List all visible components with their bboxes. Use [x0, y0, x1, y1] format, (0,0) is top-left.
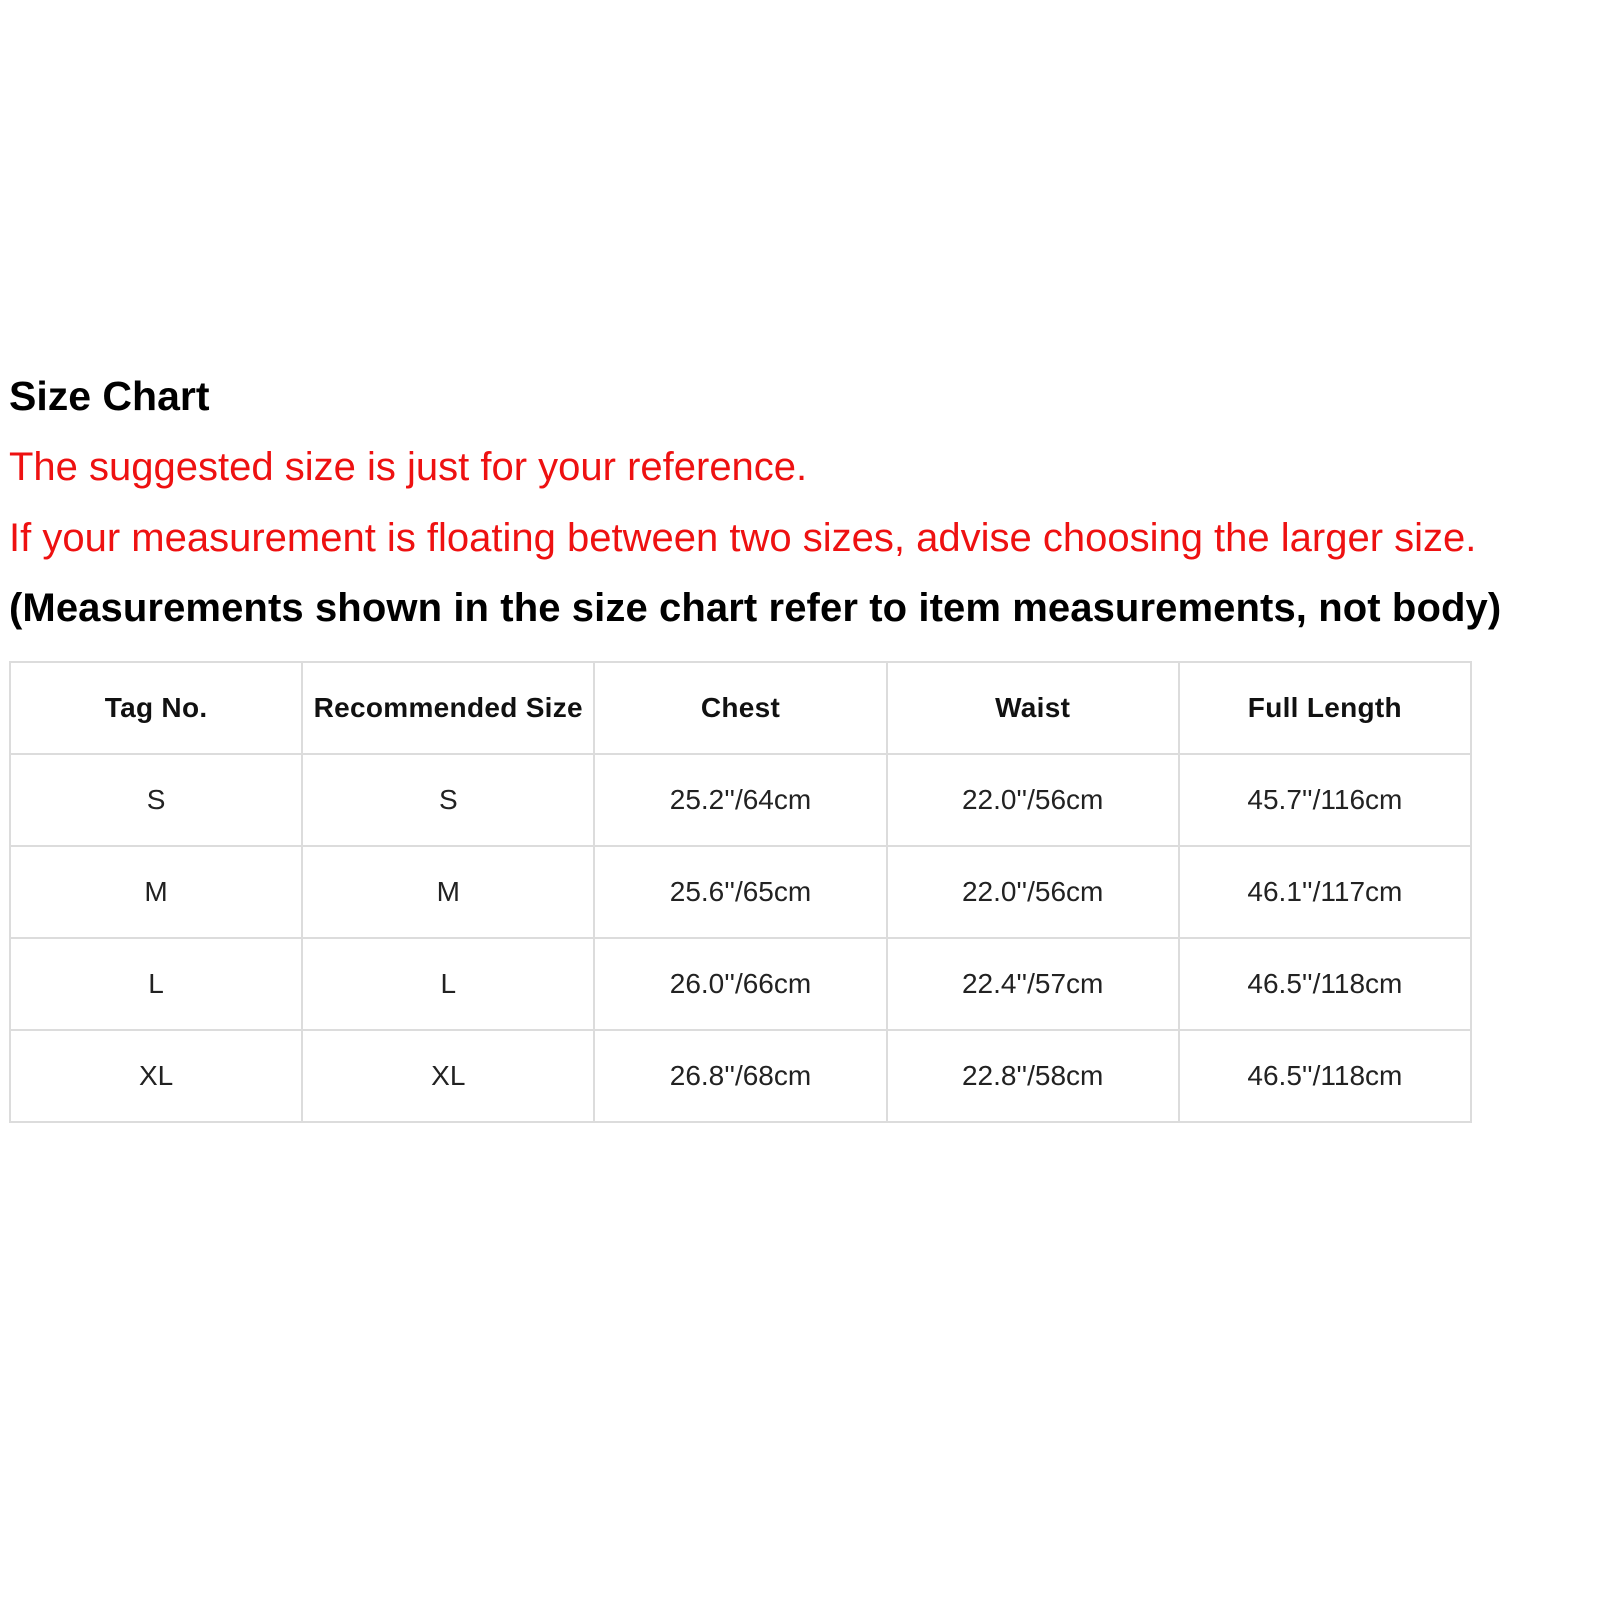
cell-chest: 26.0''/66cm: [594, 938, 886, 1030]
cell-full-length: 46.5''/118cm: [1179, 938, 1471, 1030]
sizing-advice-note: If your measurement is floating between two sizes, advise choosing the larger size.: [9, 516, 1477, 560]
cell-waist: 22.4''/57cm: [887, 938, 1179, 1030]
table-row: [10, 846, 1471, 938]
cell-recommended-size: M: [302, 846, 594, 938]
header-recommended-size: Recommended Size: [302, 662, 594, 754]
cell-chest: 26.8''/68cm: [594, 1030, 886, 1122]
cell-chest: 25.2''/64cm: [594, 754, 886, 846]
table-header-row: [10, 662, 1471, 754]
cell-full-length: 45.7''/116cm: [1179, 754, 1471, 846]
cell-waist: 22.0''/56cm: [887, 846, 1179, 938]
table-row: [10, 1030, 1471, 1122]
cell-recommended-size: XL: [302, 1030, 594, 1122]
cell-tag-no: M: [10, 846, 302, 938]
cell-waist: 22.8''/58cm: [887, 1030, 1179, 1122]
size-table: [9, 661, 1472, 1123]
header-waist: Waist: [887, 662, 1179, 754]
header-tag-no: Tag No.: [10, 662, 302, 754]
measurement-disclaimer: (Measurements shown in the size chart refer to item measurements, not body): [9, 586, 1502, 630]
cell-recommended-size: S: [302, 754, 594, 846]
header-full-length: Full Length: [1179, 662, 1471, 754]
cell-chest: 25.6''/65cm: [594, 846, 886, 938]
cell-full-length: 46.1''/117cm: [1179, 846, 1471, 938]
cell-full-length: 46.5''/118cm: [1179, 1030, 1471, 1122]
cell-tag-no: XL: [10, 1030, 302, 1122]
page-title: Size Chart: [9, 373, 210, 419]
cell-recommended-size: L: [302, 938, 594, 1030]
reference-note: The suggested size is just for your reference.: [9, 445, 808, 489]
cell-tag-no: S: [10, 754, 302, 846]
header-chest: Chest: [594, 662, 886, 754]
size-chart-heading: [9, 373, 1597, 634]
table-row: [10, 754, 1471, 846]
cell-waist: 22.0''/56cm: [887, 754, 1179, 846]
cell-tag-no: L: [10, 938, 302, 1030]
table-row: [10, 938, 1471, 1030]
